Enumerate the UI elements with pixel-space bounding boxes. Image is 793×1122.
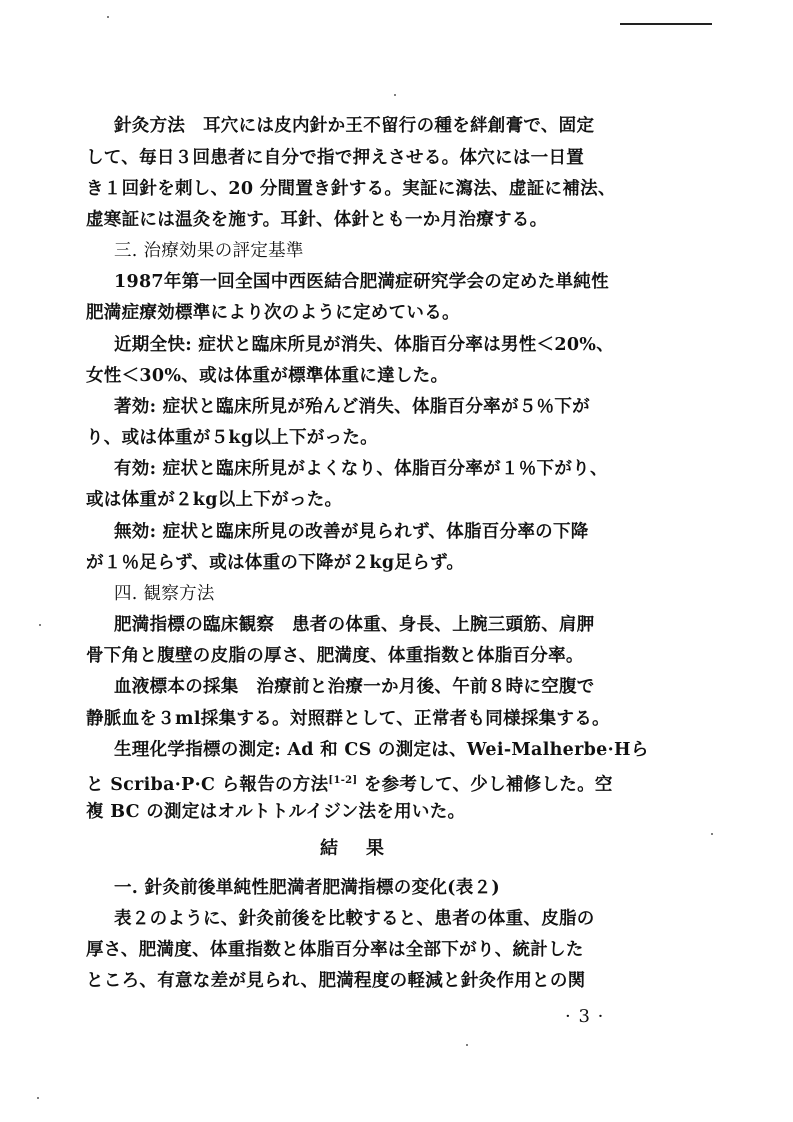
text-line: 血液標本の採集 治療前と治療一か月後、午前８時に空腹で	[114, 677, 595, 697]
text-line: き１回針を刺し、20 分間置き針する。実証に瀉法、虚証に補法、	[86, 179, 616, 199]
section-heading: 四. 観察方法	[114, 584, 215, 604]
text-span: と Scriba·P·C ら報告の方法	[86, 774, 329, 795]
top-rule	[620, 23, 712, 25]
scan-speck	[394, 94, 396, 96]
scan-speck	[107, 16, 109, 18]
text-line: 肥満症療効標準により次のように定めている。	[86, 303, 460, 323]
text-line: 肥満指標の臨床観察 患者の体重、身長、上腕三頭筋、肩胛	[114, 615, 595, 635]
text-line: 虚寒証には温灸を施す。耳針、体針とも一か月治療する。	[86, 210, 548, 230]
page-number: · 3 ·	[565, 1006, 605, 1027]
text-line: 静脈血を３ml採集する。対照群として、正常者も同様採集する。	[86, 709, 610, 729]
text-line: が１％足らず、或は体重の下降が２kg足らず。	[86, 553, 465, 573]
text-line-with-citation	[86, 769, 613, 793]
text-line: 複 BC の測定はオルトトルイジン法を用いた。	[86, 802, 466, 822]
scan-speck	[466, 1044, 468, 1046]
text-line: 骨下角と腹壁の皮脂の厚さ、肥満度、体重指数と体脂百分率。	[86, 646, 584, 666]
text-line: ところ、有意な差が見られ、肥満程度の軽減と針灸作用との関	[86, 971, 586, 991]
text-line: して、毎日３回患者に自分で指で押えさせる。体穴には一日置	[86, 148, 585, 168]
text-line: 一. 針灸前後単純性肥満者肥満指標の変化(表２)	[114, 878, 500, 898]
text-line: 針灸方法 耳穴には皮内針か王不留行の種を絆創膏で、固定	[114, 116, 595, 136]
text-line: 或は体重が２kg以上下がった。	[86, 490, 343, 510]
results-heading: 結果	[320, 838, 412, 859]
text-line: 女性＜30%、或は体重が標準体重に達した。	[86, 366, 449, 386]
scan-speck	[39, 624, 41, 626]
scan-speck	[711, 833, 713, 835]
section-heading: 三. 治療効果の評定基準	[114, 241, 304, 261]
text-line: 近期全快: 症状と臨床所見が消失、体脂百分率は男性＜20%、	[114, 335, 615, 355]
text-line: 表２のように、針灸前後を比較すると、患者の体重、皮脂の	[114, 909, 595, 929]
text-line: 生理化学指標の測定: Ad 和 CS の測定は、Wei-Malherbe·Hら	[114, 740, 649, 760]
text-line: 有効: 症状と臨床所見がよくなり、体脂百分率が１％下がり、	[114, 459, 608, 479]
text-line: 1987年第一回全国中西医結合肥満症研究学会の定めた単純性	[114, 272, 609, 292]
text-span: を参考して、少し補修した。空	[357, 774, 613, 795]
text-line: 無効: 症状と臨床所見の改善が見られず、体脂百分率の下降	[114, 522, 589, 542]
text-line: 厚さ、肥満度、体重指数と体脂百分率は全部下がり、統計した	[86, 940, 584, 960]
scan-speck	[37, 1097, 39, 1099]
text-line: り、或は体重が５kg以上下がった。	[86, 428, 378, 448]
citation: [1-2]	[328, 775, 358, 786]
text-line: 著効: 症状と臨床所見が殆んど消失、体脂百分率が５％下が	[114, 397, 590, 417]
